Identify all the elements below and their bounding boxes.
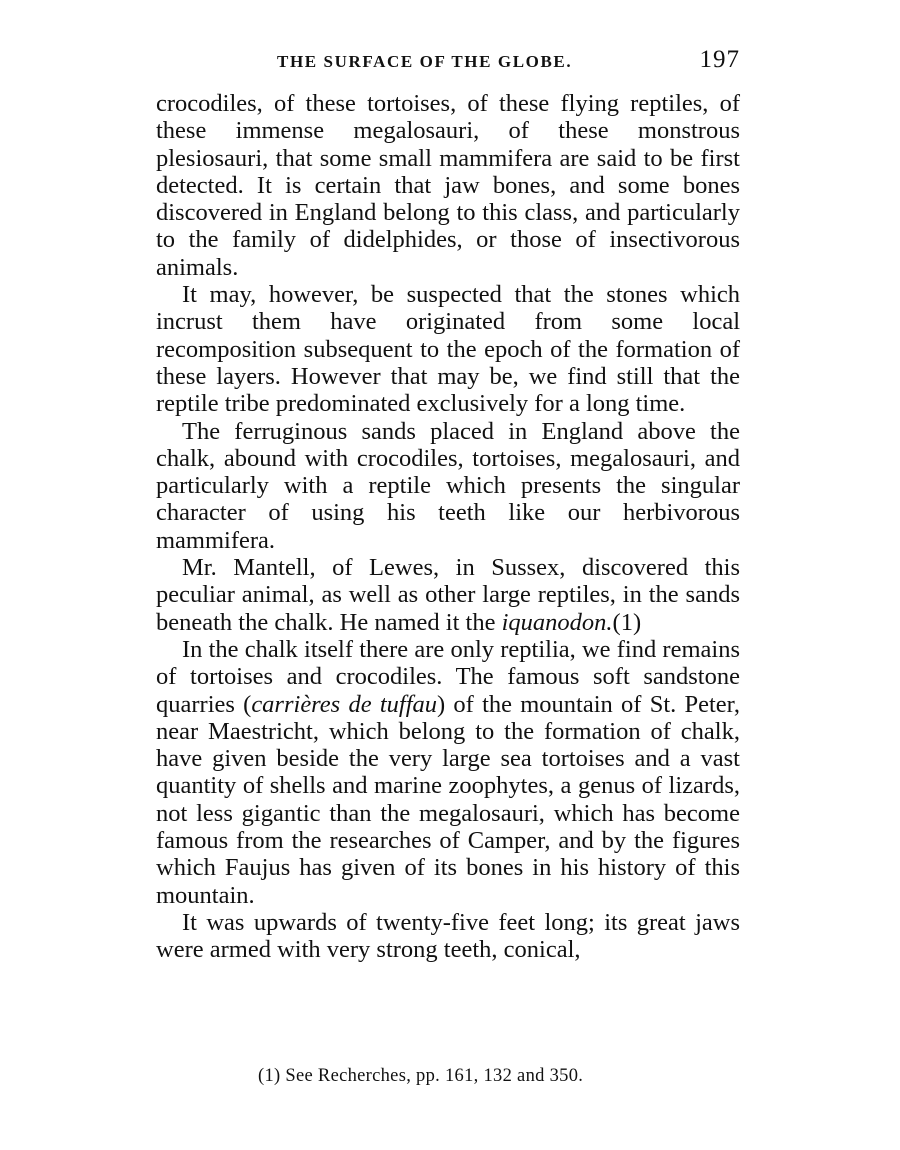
body-text: [156, 90, 740, 964]
footnote-reference: (1): [612, 608, 642, 636]
paragraph-5-text-start: In the chalk itself there are only reptilia, we find remains of tortoises and crocodiles. The famous soft sandstone quarries (: [156, 635, 740, 718]
paragraph-5-text-end: ) of the mountain of St. Peter, near Maestricht, which belong to the formation of chalk, have given beside the very large sea tortoises and a vast quantity of shells and marine zoophytes, a genus of lizards, not less gigantic than the megalosauri, which has become famous from the researches of Camper, and by the figures which Faujus has given of its bones in his history of this mountain.: [156, 690, 740, 909]
quarries-name: carrières de tuffau: [251, 690, 438, 718]
paragraph-1: crocodiles, of these tortoises, of these flying reptiles, of these immense megalosauri, of these monstrous plesiosauri, that some small mammifera are said to be first detected. It is certain that jaw bones, and some bones discovered in England belong to this class, and particularly to the family of didelphides, or those of insectivorous animals.: [156, 90, 740, 281]
running-head: [155, 48, 740, 78]
running-title: THE SURFACE OF THE GLOBE.: [277, 52, 573, 71]
paragraph-3: The ferruginous sands placed in England above the chalk, abound with crocodiles, tortoises, megalosauri, and particularly with a reptile which presents the singular character of using his teeth like our herbivorous mammifera.: [156, 417, 740, 554]
iguanodon-name: iquanodon.: [501, 608, 613, 636]
paragraph-4-text: Mr. Mantell, of Lewes, in Sussex, discovered this peculiar animal, as well as other large reptiles, in the sands beneath the chalk. He named it the: [156, 554, 740, 636]
footnote: (1) See Recherches, pp. 161, 132 and 350.: [258, 1066, 584, 1086]
page-number: 197: [699, 46, 740, 73]
paragraph-5: [156, 636, 740, 909]
paragraph-4: [156, 554, 740, 636]
paragraph-2: It may, however, be suspected that the stones which incrust them have originated from some local recomposition subsequent to the epoch of the formation of these layers. However that may be, we find still that the reptile tribe predominated exclusively for a long time.: [156, 281, 740, 418]
paragraph-6: It was upwards of twenty-five feet long; its great jaws were armed with very strong teeth, conical,: [156, 908, 740, 964]
